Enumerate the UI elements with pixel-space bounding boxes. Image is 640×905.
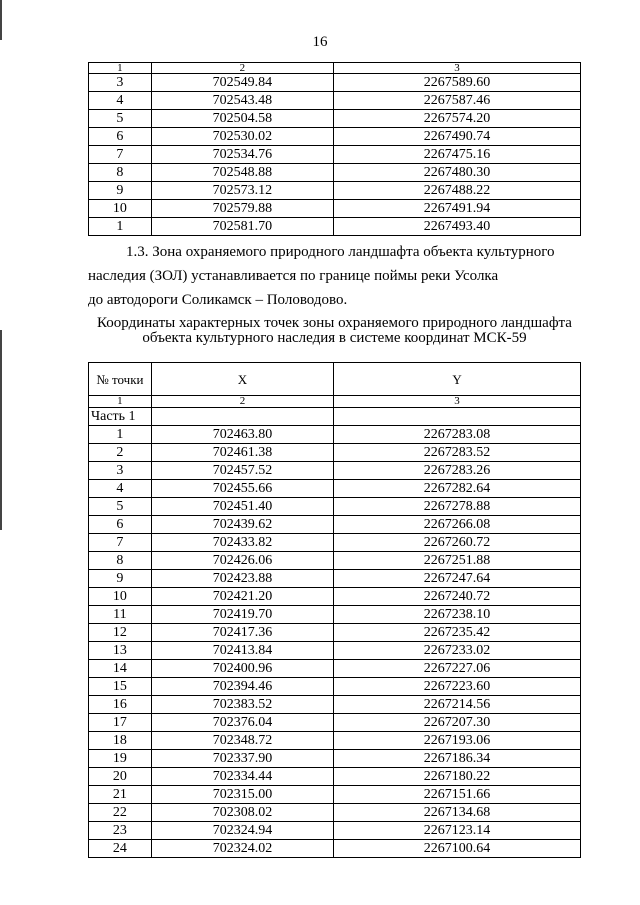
x-coordinate: 702413.84 [151,642,333,660]
x-coordinate: 702504.58 [151,110,333,128]
point-number: 16 [89,696,152,714]
x-coordinate: 702419.70 [151,606,333,624]
table-row [89,182,581,200]
table-row [89,534,581,552]
part-label: Часть 1 [89,408,152,426]
y-coordinate: 2267193.06 [334,732,581,750]
x-coordinate: 702383.52 [151,696,333,714]
column-number-2: 2 [151,63,333,74]
x-coordinate: 702394.46 [151,678,333,696]
y-coordinate: 2267260.72 [334,534,581,552]
paragraph-line-1: 1.3. Зона охраняемого природного ландшафта объекта культурного [126,244,555,260]
point-number: 14 [89,660,152,678]
y-coordinate: 2267480.30 [334,164,581,182]
point-number: 18 [89,732,152,750]
heading-line-2: объекта культурного наследия в системе координат МСК-59 [142,330,527,346]
y-coordinate: 2267233.02 [334,642,581,660]
x-coordinate: 702439.62 [151,516,333,534]
point-number: 13 [89,642,152,660]
x-coordinate: 702400.96 [151,660,333,678]
point-number: 17 [89,714,152,732]
x-coordinate: 702308.02 [151,804,333,822]
table-header-row [89,63,581,74]
table-row [89,498,581,516]
y-coordinate: 2267589.60 [334,74,581,92]
y-header: Y [334,363,581,396]
table-row [89,570,581,588]
y-coordinate: 2267587.46 [334,92,581,110]
x-coordinate: 702534.76 [151,146,333,164]
point-number: 9 [89,182,152,200]
point-number: 1 [89,426,152,444]
point-number: 15 [89,678,152,696]
point-number: 3 [89,74,152,92]
y-coordinate: 2267207.30 [334,714,581,732]
point-number: 20 [89,768,152,786]
point-number: 10 [89,588,152,606]
column-numbers-row [89,396,581,408]
table-row [89,822,581,840]
x-coordinate: 702543.48 [151,92,333,110]
point-number: 9 [89,570,152,588]
y-coordinate: 2267491.94 [334,200,581,218]
point-number: 4 [89,92,152,110]
point-number: 3 [89,462,152,480]
y-coordinate: 2267100.64 [334,840,581,858]
column-number-2: 2 [151,396,333,408]
part-row [89,408,581,426]
table-row [89,92,581,110]
point-number: 21 [89,786,152,804]
y-coordinate: 2267493.40 [334,218,581,236]
point-number: 24 [89,840,152,858]
point-number: 12 [89,624,152,642]
y-coordinate: 2267123.14 [334,822,581,840]
y-coordinate: 2267251.88 [334,552,581,570]
point-number: 10 [89,200,152,218]
x-coordinate: 702376.04 [151,714,333,732]
table-row [89,146,581,164]
page-number: 16 [312,34,328,50]
y-coordinate: 2267283.26 [334,462,581,480]
y-coordinate: 2267134.68 [334,804,581,822]
column-number-1: 1 [89,396,152,408]
table-row [89,606,581,624]
empty-cell [151,408,333,426]
x-header: X [151,363,333,396]
table-row [89,200,581,218]
y-coordinate: 2267278.88 [334,498,581,516]
x-coordinate: 702573.12 [151,182,333,200]
x-coordinate: 702461.38 [151,444,333,462]
table-row [89,552,581,570]
point-number: 19 [89,750,152,768]
y-coordinate: 2267283.08 [334,426,581,444]
point-number: 6 [89,128,152,146]
x-coordinate: 702324.94 [151,822,333,840]
y-coordinate: 2267238.10 [334,606,581,624]
table-row [89,732,581,750]
x-coordinate: 702581.70 [151,218,333,236]
point-number: 4 [89,480,152,498]
y-coordinate: 2267227.06 [334,660,581,678]
point-number-header: № точки [89,363,152,396]
zol-coordinates-table [88,362,581,858]
point-number: 1 [89,218,152,236]
y-coordinate: 2267266.08 [334,516,581,534]
x-coordinate: 702579.88 [151,200,333,218]
empty-cell [334,408,581,426]
point-number: 23 [89,822,152,840]
table-row [89,768,581,786]
x-coordinate: 702549.84 [151,74,333,92]
table-row [89,426,581,444]
table-row [89,480,581,498]
table-row [89,444,581,462]
table-row [89,714,581,732]
table-row [89,750,581,768]
y-coordinate: 2267186.34 [334,750,581,768]
table-row [89,804,581,822]
point-number: 8 [89,164,152,182]
table-row [89,164,581,182]
x-coordinate: 702455.66 [151,480,333,498]
y-coordinate: 2267488.22 [334,182,581,200]
coordinates-table-continued [88,62,581,236]
table-row [89,110,581,128]
point-number: 22 [89,804,152,822]
heading-line-1: Координаты характерных точек зоны охраняемого природного ландшафта [97,315,572,331]
table-row [89,516,581,534]
table-row [89,642,581,660]
scan-edge-mark-bottom [0,330,2,530]
y-coordinate: 2267240.72 [334,588,581,606]
table-row [89,624,581,642]
x-coordinate: 702451.40 [151,498,333,516]
point-number: 2 [89,444,152,462]
table-heading [88,316,581,346]
x-coordinate: 702421.20 [151,588,333,606]
y-coordinate: 2267475.16 [334,146,581,164]
table-header-row [89,363,581,396]
y-coordinate: 2267223.60 [334,678,581,696]
table-row [89,660,581,678]
point-number: 5 [89,110,152,128]
table-row [89,786,581,804]
x-coordinate: 702348.72 [151,732,333,750]
point-number: 5 [89,498,152,516]
point-number: 7 [89,146,152,164]
point-number: 11 [89,606,152,624]
x-coordinate: 702463.80 [151,426,333,444]
table-row [89,218,581,236]
x-coordinate: 702457.52 [151,462,333,480]
x-coordinate: 702417.36 [151,624,333,642]
table-row [89,840,581,858]
x-coordinate: 702433.82 [151,534,333,552]
y-coordinate: 2267235.42 [334,624,581,642]
table-row [89,74,581,92]
y-coordinate: 2267214.56 [334,696,581,714]
y-coordinate: 2267151.66 [334,786,581,804]
point-number: 7 [89,534,152,552]
table-row [89,588,581,606]
point-number: 6 [89,516,152,534]
y-coordinate: 2267247.64 [334,570,581,588]
paragraph-line-3: до автодороги Соликамск – Половодово. [88,292,348,308]
x-coordinate: 702548.88 [151,164,333,182]
table-row [89,128,581,146]
paragraph-line-2: наследия (ЗОЛ) устанавливается по границе поймы реки Усолка [88,268,499,284]
section-1-3-paragraph [88,240,581,312]
x-coordinate: 702426.06 [151,552,333,570]
table-row [89,678,581,696]
y-coordinate: 2267490.74 [334,128,581,146]
x-coordinate: 702334.44 [151,768,333,786]
table-row [89,462,581,480]
y-coordinate: 2267283.52 [334,444,581,462]
column-number-3: 3 [334,396,581,408]
x-coordinate: 702423.88 [151,570,333,588]
x-coordinate: 702324.02 [151,840,333,858]
column-number-3: 3 [334,63,581,74]
x-coordinate: 702315.00 [151,786,333,804]
x-coordinate: 702530.02 [151,128,333,146]
y-coordinate: 2267574.20 [334,110,581,128]
point-number: 8 [89,552,152,570]
table-row [89,696,581,714]
y-coordinate: 2267282.64 [334,480,581,498]
y-coordinate: 2267180.22 [334,768,581,786]
x-coordinate: 702337.90 [151,750,333,768]
column-number-1: 1 [89,63,152,74]
